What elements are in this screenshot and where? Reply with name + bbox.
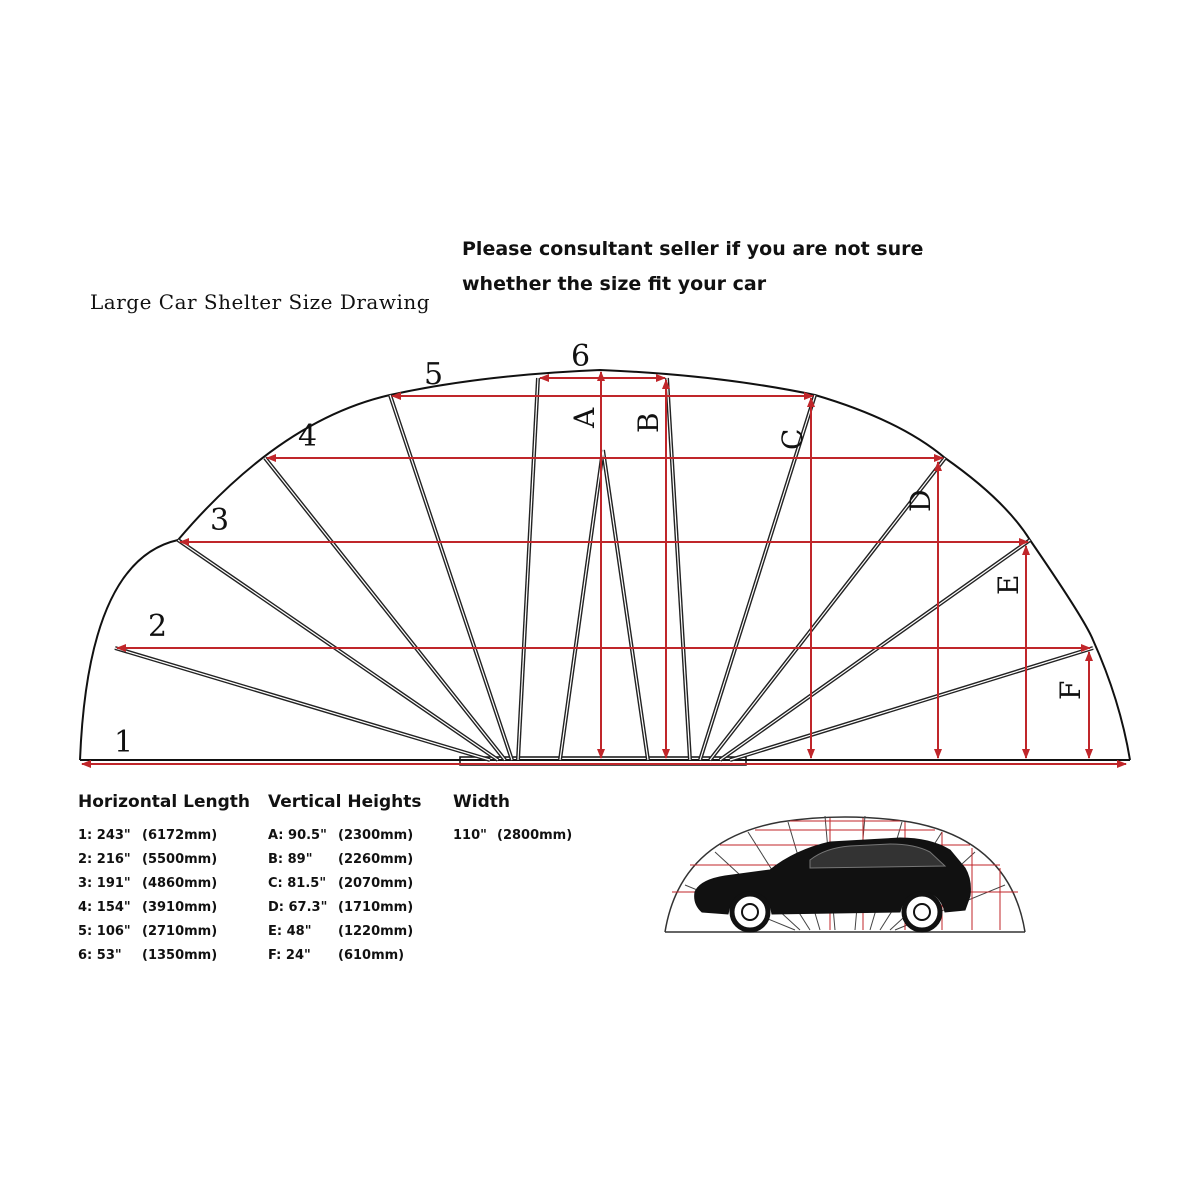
car-shelter-thumbnail: [660, 800, 1030, 940]
dim-label-6: 6: [571, 339, 591, 374]
list-item: F: 24" (610mm): [268, 948, 405, 963]
list-item: 2: 216" (5500mm): [78, 852, 218, 867]
list-item: 6: 53" (1350mm): [78, 948, 218, 963]
list-item: B: 89" (2260mm): [268, 852, 414, 867]
notice-line-1: Please consultant seller if you are not sure: [462, 238, 924, 260]
dim-label-F: F: [1054, 680, 1087, 700]
list-item: 4: 154" (3910mm): [78, 900, 218, 915]
vertical-dimensions: [601, 372, 1089, 758]
list-item: E: 48" (1220mm): [268, 924, 414, 939]
vertical-heights-heading: Vertical Heights: [268, 792, 422, 812]
dim-label-B: B: [632, 412, 665, 433]
list-item: D: 67.3" (1710mm): [268, 900, 414, 915]
dim-label-2: 2: [148, 609, 168, 644]
list-item: C: 81.5" (2070mm): [268, 876, 414, 891]
list-item: A: 90.5" (2300mm): [268, 828, 414, 843]
dim-label-A: A: [568, 407, 601, 428]
horizontal-length-heading: Horizontal Length: [78, 792, 251, 812]
list-item: 3: 191" (4860mm): [78, 876, 218, 891]
dim-label-3: 3: [210, 503, 230, 538]
dim-label-E: E: [992, 574, 1025, 595]
dim-label-5: 5: [424, 357, 444, 392]
rib-highlights: [115, 378, 1093, 760]
list-item: 110" (2800mm): [453, 828, 573, 843]
horizontal-length-table: [78, 792, 250, 968]
dome-outline: [80, 370, 1130, 760]
notice-line-2: whether the size fit your car: [462, 273, 767, 295]
dim-label-D: D: [904, 489, 937, 512]
drawing-title: Large Car Shelter Size Drawing: [90, 290, 431, 314]
frame-ribs: [115, 378, 1093, 760]
dim-label-4: 4: [298, 419, 318, 454]
horizontal-dimensions: [82, 378, 1126, 764]
width-heading: Width: [453, 792, 510, 812]
list-item: 1: 243" (6172mm): [78, 828, 218, 843]
width-table: [453, 792, 572, 848]
vertical-heights-table: [268, 792, 422, 968]
car-wheel-rear: [904, 894, 940, 930]
dim-label-C: C: [776, 428, 809, 450]
dim-label-1: 1: [114, 725, 134, 760]
car-wheel-front: [732, 894, 768, 930]
list-item: 5: 106" (2710mm): [78, 924, 218, 939]
